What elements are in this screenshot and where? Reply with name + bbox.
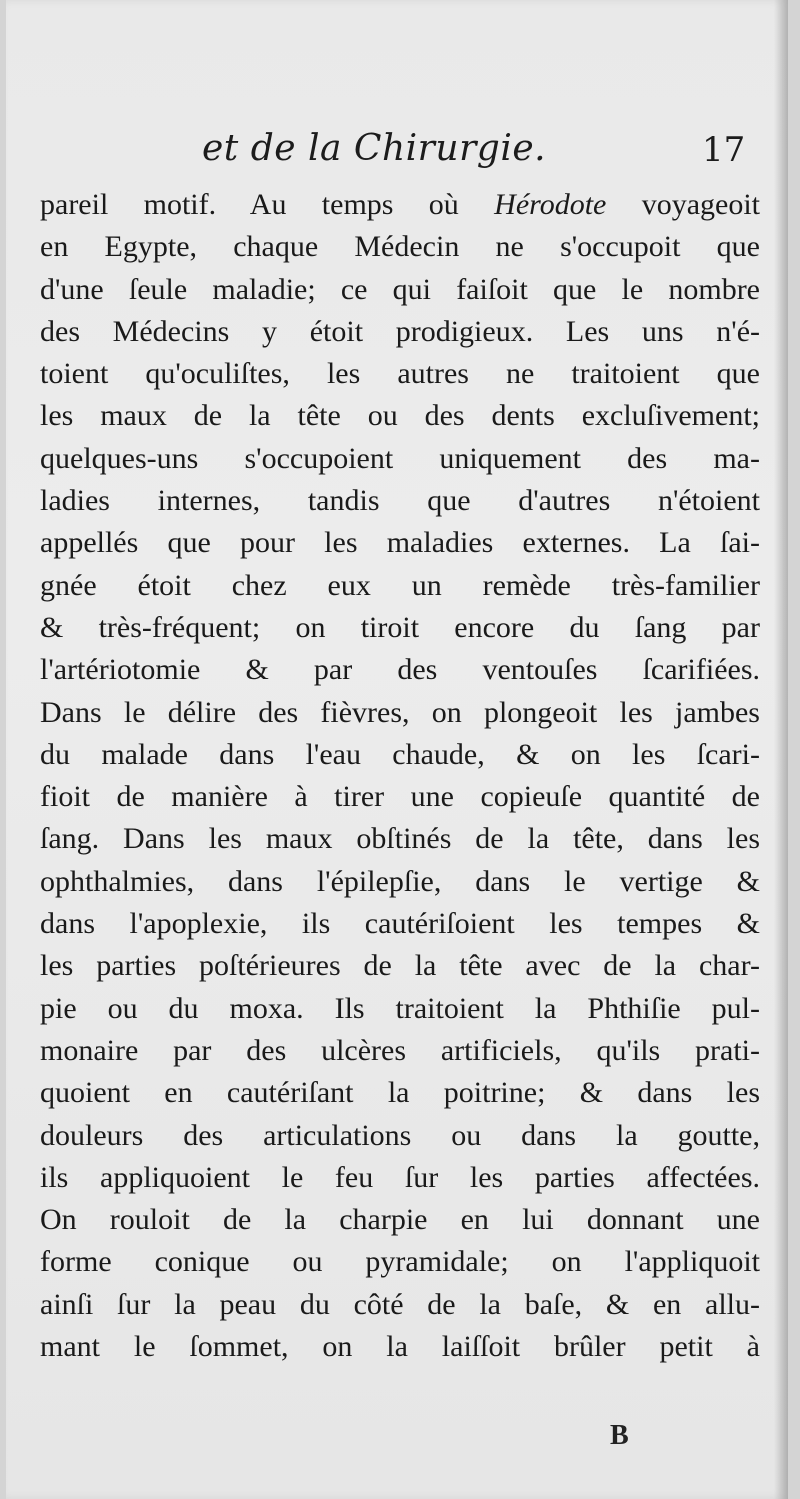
- text-line: fioit de manière à tirer une copieuſe quantité de: [40, 780, 760, 814]
- signature-mark: B: [610, 1420, 629, 1451]
- text-line: Dans le délire des fièvres, on plongeoit les jambes: [40, 695, 760, 729]
- text-line: On rouloit de la charpie en lui donnant une: [40, 1203, 760, 1237]
- text-line: ils appliquoient le feu ſur les parties affectées.: [40, 1160, 760, 1194]
- text-line: quelques-uns s'occupoient uniquement des ma-: [40, 441, 760, 475]
- book-page: [6, 0, 788, 1499]
- text-line: les parties poſtérieures de la tête avec de la char-: [40, 949, 760, 983]
- text-line: du malade dans l'eau chaude, & on les ſcari-: [40, 737, 760, 771]
- italic-name: Hérodote: [494, 188, 607, 221]
- text-line: forme conique ou pyramidale; on l'appliquoit: [40, 1245, 760, 1279]
- text-line: ainſi ſur la peau du côté de la baſe, & en allu-: [40, 1287, 760, 1321]
- text-line: monaire par des ulcères artificiels, qu'ils prati-: [40, 1033, 760, 1067]
- text-line: dans l'apoplexie, ils cautériſoient les tempes &: [40, 907, 760, 941]
- page-number: 17: [702, 130, 746, 170]
- text-line: en Egypte, chaque Médecin ne s'occupoit que: [40, 230, 760, 264]
- text-line-1: pareil motif. Au temps où Hérodote voyageoit: [40, 188, 760, 221]
- text-line: ſang. Dans les maux obſtinés de la tête, dans les: [40, 822, 760, 856]
- text-line: mant le ſommet, on la laiſſoit brûler petit à: [40, 1330, 760, 1364]
- text-line: les maux de la tête ou des dents excluſivement;: [40, 399, 760, 433]
- text-line: quoient en cautériſant la poitrine; & dans les: [40, 1076, 760, 1110]
- text-line: d'une ſeule maladie; ce qui faiſoit que le nombre: [40, 272, 760, 306]
- text-line: toient qu'oculiſtes, les autres ne traitoient que: [40, 357, 760, 391]
- text-line: l'artériotomie & par des ventouſes ſcarifiées.: [40, 653, 760, 687]
- text-line: des Médecins y étoit prodigieux. Les uns n'é-: [40, 314, 760, 348]
- text-line: douleurs des articulations ou dans la goutte,: [40, 1118, 760, 1152]
- text-line: pie ou du moxa. Ils traitoient la Phthiſie pul-: [40, 991, 760, 1025]
- text-line: & très-fréquent; on tiroit encore du ſang par: [40, 610, 760, 644]
- text-line: ladies internes, tandis que d'autres n'étoient: [40, 484, 760, 518]
- text-line: gnée étoit chez eux un remède très-familier: [40, 568, 760, 602]
- text-line: ophthalmies, dans l'épilepſie, dans le vertige &: [40, 864, 760, 898]
- body-text: [40, 184, 760, 1368]
- text-line: appellés que pour les maladies externes. La ſai-: [40, 526, 760, 560]
- running-head: [6, 128, 788, 178]
- running-title: et de la Chirurgie.: [202, 128, 547, 169]
